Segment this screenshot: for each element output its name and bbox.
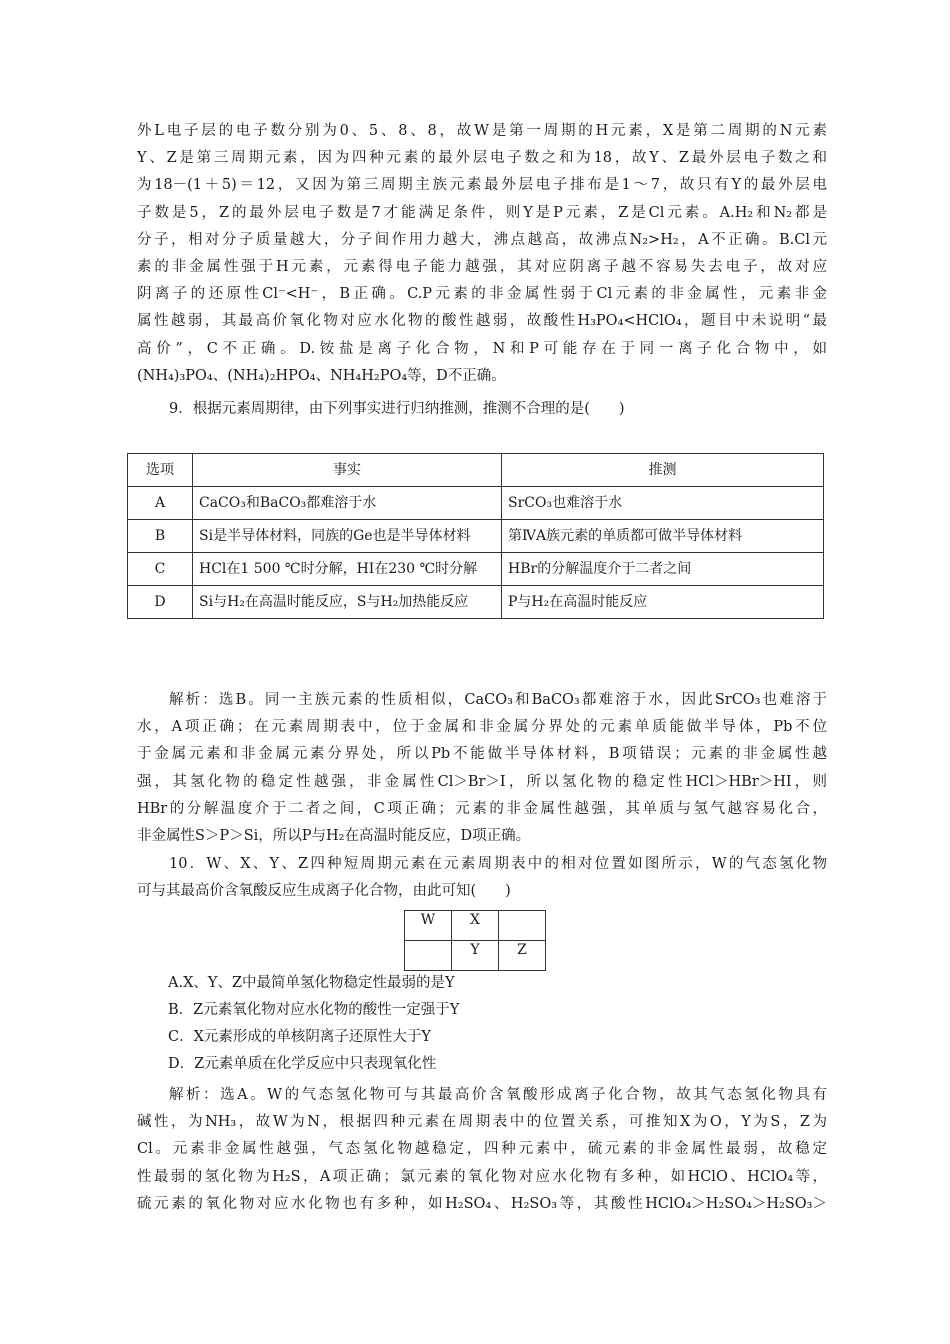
intro-line: 高价”，C不正确。D.铵盐是离子化合物，N和P可能存在于同一离子化合物中，如 <box>137 340 827 357</box>
q10-option-d: D．Z元素单质在化学反应中只表现氧化性 <box>168 1056 437 1072</box>
analysis-line: HBr的分解温度介于二者之间，C项正确；元素的非金属性越强，其单质与氢气越容易化合， <box>137 800 827 817</box>
row-option: B <box>128 520 193 553</box>
table-row <box>128 553 824 586</box>
analysis-line: 硫元素的氧化物对应水化物也有多种，如H₂SO₄、H₂SO₃等，其酸性HClO₄＞H₂SO₄＞H₂SO₃＞ <box>137 1195 827 1212</box>
row-guess: SrCO₃也难溶于水 <box>502 487 824 520</box>
intro-line: 外L电子层的电子数分别为0、5、8、8，故W是第一周期的H元素，X是第二周期的N元素 <box>137 123 827 139</box>
q10-option-b: B．Z元素氧化物对应水化物的酸性一定强于Y <box>168 1002 460 1018</box>
intro-line: 属性越弱，其最高价氧化物对应水化物的酸性越弱，故酸性H₃PO₄<HClO₄，题目中未说明“最 <box>137 313 827 330</box>
row-fact: Si与H₂在高温时能反应，S与H₂加热能反应 <box>193 586 502 619</box>
analysis-line: 于金属元素和非金属元素分界处，所以Pb不能做半导体材料，B项错误；元素的非金属性越 <box>137 746 827 763</box>
grid-cell: Y <box>452 941 499 971</box>
row-fact: CaCO₃和BaCO₃都难溶于水 <box>193 487 502 520</box>
q10-option-a: A.X、Y、Z中最简单氢化物稳定性最弱的是Y <box>168 975 455 991</box>
row-fact: HCl在1 500 ℃时分解，HI在230 ℃时分解 <box>193 553 502 586</box>
row-guess: HBr的分解温度介于二者之间 <box>502 553 824 586</box>
grid-cell: Z <box>499 941 546 971</box>
table-header-guess: 推测 <box>502 454 824 487</box>
analysis-line: 性最弱的氢化物为H₂S，A项正确；氯元素的氧化物对应水化物有多种，如HClO、HClO₄等， <box>137 1168 827 1185</box>
analysis-line: 碱性，为NH₃，故W为N，根据四种元素在周期表中的位置关系，可推知X为O，Y为S，Z为 <box>137 1114 827 1131</box>
table-row <box>128 487 824 520</box>
grid-cell <box>499 911 546 941</box>
intro-line: 阴离子的还原性Cl⁻<H⁻，B正确。C.P元素的非金属性弱于Cl元素的非金属性，元素非金 <box>137 286 827 303</box>
q9-stem-text: 9．根据元素周期律，由下列事实进行归纳推测，推测不合理的是( ) <box>169 401 625 417</box>
analysis-line: 非金属性S＞P＞Si，所以P与H₂在高温时能反应，D项正确。 <box>137 828 531 845</box>
analysis-line: 强，其氢化物的稳定性越强，非金属性Cl＞Br＞I，所以氢化物的稳定性HCl＞HBr＞HI，则 <box>137 773 827 790</box>
q10-element-grid <box>404 910 546 971</box>
grid-cell: X <box>452 911 499 941</box>
q9-analysis <box>137 687 827 850</box>
table-row <box>128 520 824 553</box>
table-header-row <box>128 454 824 487</box>
intro-line: (NH₄)₃PO₄、(NH₄)₂HPO₄、NH₄H₂PO₄等，D不正确。 <box>137 367 506 384</box>
analysis-line: 水，A项正确；在元素周期表中，位于金属和非金属分界处的元素单质能做半导体，Pb不位 <box>137 719 827 736</box>
analysis-line: 解析：选A。W的气态氢化物可与其最高价含氧酸形成离子化合物，故其气态氢化物具有 <box>169 1087 827 1103</box>
analysis-line: 解析：选B。同一主族元素的性质相似，CaCO₃和BaCO₃都难溶于水，因此SrCO₃也难溶于 <box>169 692 827 708</box>
row-option: D <box>128 586 193 619</box>
analysis-line: Cl。元素非金属性越强，气态氢化物越稳定，四种元素中，硫元素的非金属性最弱，故稳定 <box>137 1141 827 1158</box>
grid-cell <box>405 941 452 971</box>
intro-paragraph <box>137 118 827 390</box>
row-fact: Si是半导体材料，同族的Ge也是半导体材料 <box>193 520 502 553</box>
table-row <box>128 586 824 619</box>
table-header-fact: 事实 <box>193 454 502 487</box>
q10-analysis <box>137 1082 827 1218</box>
q10-option-c: C．X元素形成的单核阴离子还原性大于Y <box>168 1029 431 1045</box>
q10-stem-line: 可与其最高价含氧酸反应生成离子化合物，由此可知( ) <box>137 883 511 900</box>
intro-line: 分子，相对分子质量越大，分子间作用力越大，沸点越高，故沸点N₂>H₂，A不正确。B.Cl元 <box>137 231 827 248</box>
intro-line: Y、Z是第三周期元素，因为四种元素的最外层电子数之和为18，故Y、Z最外层电子数之和 <box>137 150 827 167</box>
q9-table <box>127 453 824 619</box>
row-option: A <box>128 487 193 520</box>
q9-stem <box>137 396 827 423</box>
q10-stem-line: 10．W、X、Y、Z四种短周期元素在元素周期表中的相对位置如图所示，W的气态氢化物 <box>169 856 827 872</box>
intro-line: 素的非金属性强于H元素，元素得电子能力越强，其对应阴离子越不容易失去电子，故对应 <box>137 259 827 276</box>
q10-stem <box>137 851 827 905</box>
row-option: C <box>128 553 193 586</box>
grid-cell: W <box>405 911 452 941</box>
intro-line: 子数是5，Z的最外层电子数是7才能满足条件，则Y是P元素，Z是Cl元素。A.H₂和N₂都是 <box>137 204 827 221</box>
table-header-option: 选项 <box>128 454 193 487</box>
row-guess: P与H₂在高温时能反应 <box>502 586 824 619</box>
row-guess: 第ⅣA族元素的单质都可做半导体材料 <box>502 520 824 553</box>
intro-line: 为18－(1＋5)＝12，又因为第三周期主族元素最外层电子排布是1～7，故只有Y的最外层电 <box>137 177 827 194</box>
